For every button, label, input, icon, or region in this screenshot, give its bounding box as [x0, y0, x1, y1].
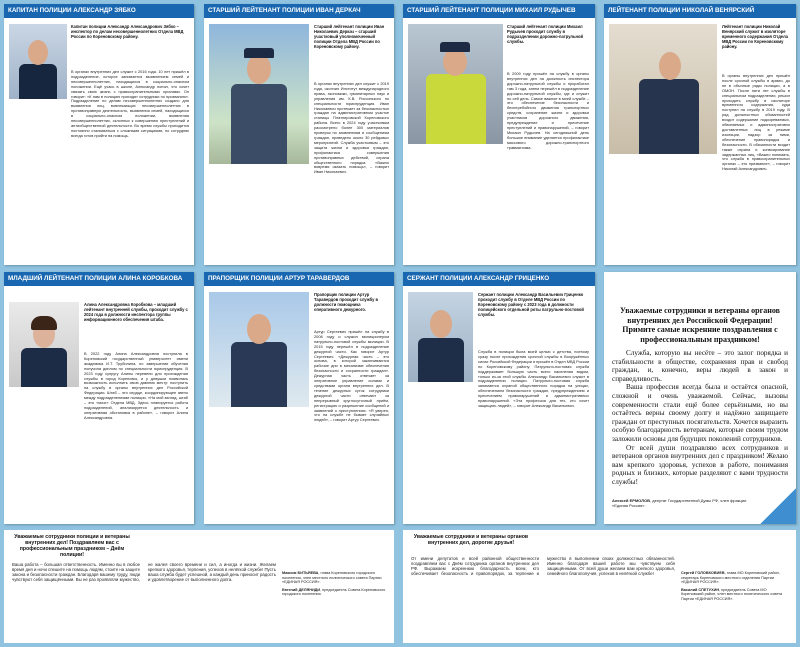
bottom-title: Уважаемые сотрудники полиции и ветераны внутренних дел! Поздравляем вас с профессиональным праздником – Днём полиции! — [14, 534, 130, 558]
card-text: В 2022 году Алина Александровна поступила в Кореновский государственный университет имени академика И.Т. Трубилина, по завершении обучения получила диплом по специальности юриспруденция. В 2023 году супругу Алины перевели для прохождения службы в город Кореновск, и у девушки появилась возможность исполнить свою давнюю мечту: поступить на службу в органы внутренних дел Российской Федерации. Штаб – это сердце, координирующее звено между подразделениями полиции. «На мой взгляд, штаб – это «мозг» Отдела МВД. Здесь планируется работа подразделений, анализируется деятельность и оперативная обстановка в районе», – говорит Алина Александровна. — [84, 352, 188, 420]
greeting-text-2: Ваша профессия всегда была и остаётся опасной, сложной и очень уважаемой. Сейчас, вызовы современности стали ещё более серьёзными, но вы остаётесь верны своему долгу и надёжно защищаете граждан от преступных посягательств. Хочется выразить особую благодарность ветеранам, которые своим трудом заложили основы для будущих поколений сотрудников. — [612, 383, 788, 443]
card-intro: Сержант полиции Александр Васильевич Гриценко проходит службу в Отделе МВД России по Кореновскому району с 2023 года в должности полицейского отдельной роты патрульно-постовой службы. — [478, 292, 584, 317]
card-header: ПРАПОРЩИК ПОЛИЦИИ АРТУР ТАРАВЕРДОВ — [204, 272, 394, 286]
bottom-signature-2 — [282, 588, 388, 597]
officer-photo — [609, 24, 717, 154]
card-header: СТАРШИЙ ЛЕЙТЕНАНТ ПОЛИЦИИ ИВАН ДЕРКАЧ — [204, 4, 394, 18]
signature-name: Алексей ЕРМОЛОВ — [612, 498, 651, 503]
card-intro: Алина Александровна Коробкова – младший лейтенант внутренней службы, проходит службу с 2024 года в должности инспектора группы информационного обеспечения штаба. — [84, 302, 188, 322]
bottom-signature-1 — [681, 571, 789, 585]
officer-card-gritsenko — [403, 272, 595, 524]
signature-name: Максим БИТЬЯЕВА — [282, 571, 319, 575]
bottom-signature-2 — [681, 588, 789, 602]
greeting-signature — [612, 498, 762, 508]
card-header: СТАРШИЙ ЛЕЙТЕНАНТ ПОЛИЦИИ МИХАИЛ РУДЫЧЕВ — [403, 4, 595, 18]
signature-role: , председатель Совета МО Кореновский район, член местного политического совета Партии «ЕДИНАЯ РОССИЯ». — [681, 587, 783, 601]
officer-card-venyarsky — [604, 4, 796, 265]
bottom-greeting-district — [403, 530, 796, 643]
officer-photo — [9, 302, 79, 387]
card-text: В органах внутренних дел служит с 2019 года, окончил Институт международного права, экономики, гуманитарных наук и управления им. К.В. Россинского по специальности юриспруденция. Иван Николаевич протекает за безопасностью граждан на административном участке станицы Платнировской Кореновского района. Всего в 2024 году участковым рассмотрено более 300 материалов проверок по заявлениям и сообщениям граждан, проведено около 30 рейдовых мероприятий. Служба участковым – это защита жизни и здоровья граждан, профилактика совершения противоправных действий, охрана общественного порядка. «Важно вовремя оказать помощь», – говорит Иван Николаевич. — [314, 82, 389, 175]
greeting-card-ermolov — [604, 272, 796, 524]
card-intro: Старший лейтенант полиции Иван Николаевич Деркач – старший участковый уполномоченный полиции Отдела МВД России по Кореновскому району. — [314, 24, 385, 49]
bottom-text: От имени депутатов и всей районной общественности поздравляем вас с Днём сотрудника органов внутренних дел РФ. Выражаем искреннюю благодарность всем, кто обеспечивает безопасность и правопорядок, за терпение и мужество в выполнении своих должностных обязанностей. Именно благодаря вашей работе мы чувствуем себя защищёнными. От всей души желаем вам крепкого здоровья, семейного благополучия, успехов в нелёгкой службе! — [411, 556, 675, 577]
card-intro: Капитан полиции Александр Александрович Зябко – инспектор по делам несовершеннолетних Отдела МВД России по Кореновскому району. — [71, 24, 184, 39]
signature-name: Евгений ДЕЛЯНИДИ — [282, 587, 321, 592]
card-header: МЛАДШИЙ ЛЕЙТЕНАНТ ПОЛИЦИИ АЛИНА КОРОБКОВА — [4, 272, 194, 286]
card-text: Служба в полиции была моей целью с детства, поэтому сразу после прохождения срочной службы в Вооружённых силах Российской Федерации я пришёл в Отдел МВД России по Кореновскому району. Патрульно-постовая служба поддерживает большую часть всего населения видом, только из-за этой службы Александр Васильевич служит в подразделении полиции. Патрульно-постовая служба занимается охраной общественного порядка на улицах, обеспечением безопасности граждан, предупреждением и пресечением правонарушений и административных правонарушений. «Эта профессия для тех, кто хочет защищать людей», – говорит Александр Васильевич. — [478, 350, 589, 408]
card-intro: Прапорщик полиции Артур Таравердов проходит службу в должности помощника оперативного дежурного. — [314, 292, 379, 312]
card-text: В 2009 году пришёл на службу в органы внутренних дел на должность инспектора дорожно-патрульной службы и проработал там 3 года, затем перешёл в подразделение дорожно-патрульной службы, где и служит по сей день. Самое важное в моей службе – это обеспечение безопасности и бесперебойного движения транспортных средств, сохранение жизни и здоровья участников дорожного движения, предупреждение и пресечение преступлений и правонарушений, – говорит Михаил Рудычев. На сегодняшний день большое внимание уделяется профилактике массового дорожно-транспортного травматизма. — [507, 72, 589, 150]
officer-card-derkach — [204, 4, 394, 265]
greeting-text-3: От всей души поздравляю всех сотрудников и ветеранов органов внутренних дел с праздником! Желаю вам крепкого здоровья, успехов в работе, понимания родных и близких, которые разделяют с вами трудности службы! — [612, 443, 788, 486]
officer-card-zyabko — [4, 4, 194, 265]
card-intro: Старший лейтенант полиции Михаил Рудычев проходит службу в подразделении дорожно-патрульной службы. — [507, 24, 584, 44]
card-header: СЕРЖАНТ ПОЛИЦИИ АЛЕКСАНДР ГРИЦЕНКО — [403, 272, 595, 286]
signature-name: Сергей ГОЛОВКОВИЕВ — [681, 571, 725, 575]
signature-name: Василий СПЕТУХИН — [681, 587, 720, 592]
bottom-greeting-city — [4, 530, 394, 643]
signature-role: , глава Кореновского городского поселения, член местного политического совета Партии «ЕДИНАЯ РОССИЯ». — [282, 571, 382, 585]
officer-photo — [209, 24, 309, 164]
greeting-title: Уважаемые сотрудники и ветераны органов внутренних дел Российской Федерации! Примите самые искренние поздравления с профессиональным праздником! — [619, 306, 780, 344]
officer-photo — [408, 292, 473, 382]
signature-role: , председатель Совета Кореновского городского поселения. — [282, 587, 386, 597]
card-text: Артур Сергеевич пришёл на службу в 2008 году и служил милиционером патрульно-постовой службы милиции. В 2015 году перешёл в подразделение дежурной части. Как говорит Артур Сергеевич: «Дежурная часть – это основа, в которой заканчиваются рабочие дни в механизме обеспечения безопасности и сохранности граждан». Дежурная часть отвечает за оперативное управление силами и средствами органа внутренних дел. В течение дежурных суток сотрудники дежурной части отвечают за непрерывный круглосуточный приём, регистрацию и разрешение сообщений и заявлений о преступлениях. «Я уверен, что на службе не бывает случайных людей», – говорит Артур Сергеевич. — [314, 330, 389, 423]
card-text: В органах внутренних дел служит с 2016 года. 10 лет пришёл в подразделение, которое занимается выявлением семей и несовершеннолетних, находящихся в социально-опасном положении. Ещё учась в школе, Александр понял, что хочет связать свою жизнь с правоохранительными органами. Он говорит: «К нам в полицию приходят сотрудники по призванию». Подразделение по делам несовершеннолетних создано для выявления лиц, вовлекающих несовершеннолетних в противоправную деятельность, выявления семей, находящихся в социально-опасном положении, выявления несовершеннолетних, склонных к совершению преступлений и антиобщественной деятельности. Во время службы приходится постоянно сталкиваться с сложными ситуациями, но сотрудник всегда готов прийти на помощь. — [71, 70, 189, 138]
officer-photo — [408, 24, 503, 144]
officer-card-rudychev — [403, 4, 595, 265]
card-intro: Лейтенант полиции Николай Венярский служит в изоляторе временного содержания Отдела МВД России по Кореновскому району. — [722, 24, 788, 49]
officer-card-taraverdov — [204, 272, 394, 524]
card-header: ЛЕЙТЕНАНТ ПОЛИЦИИ НИКОЛАЙ ВЕНЯРСКИЙ — [604, 4, 796, 18]
corner-stripe — [760, 488, 796, 524]
officer-card-korobkova — [4, 272, 194, 524]
officer-photo — [209, 292, 309, 407]
bottom-text: Ваша работа – большая ответственность. Именно вы в любое время дня и ночи спешите на помощь людям, стоите на защите закона и безопасности граждан. Благодаря вашему труду, люди чувствуют себя защищёнными. Вы не раз проявляли мужество, не жалея своего времени и сил, а иногда и жизни. Желаем крепкого здоровья, терпения, успехов в нелёгкой службе! Пусть ваша служба будет успешной, а каждый день приносит радость и удовлетворение от выполненного долга. — [12, 562, 276, 583]
card-header: КАПИТАН ПОЛИЦИИ АЛЕКСАНДР ЗЯБКО — [4, 4, 194, 18]
bottom-title: Уважаемые сотрудники и ветераны органов внутренних дел, дорогие друзья! — [413, 534, 529, 546]
bottom-signature-1 — [282, 571, 388, 585]
greeting-text-1: Служба, которую вы несёте – это залог порядка и стабильности в обществе, сохранения прав и свобод граждан, и, конечно, веры людей в закон и справедливость. — [612, 349, 788, 383]
card-text: В органы внутренних дел пришёл после срочной службы в армии, до не в обычные ряды полиции, а в ОМОН. После пяти лет службы в специальном подразделении, решил проходить службу в изоляторе временного содержания, куда поступил на службу в 2019 году. В ряд должностных обязанностей входит содержание подозреваемых, обвиняемых и административно доставленных лиц в режиме изоляции, надзор за ними, обеспечение правопорядка и безопасности. В обязанности входит также охрана и конвоирование задержанных лиц. «Важно понимать, что служба в правоохранительных органах – это призвание», – говорит Николай Александрович. — [722, 74, 790, 172]
signature-role: , депутат Государственной Думы РФ, член фракции «Единая Россия». — [612, 498, 747, 508]
signature-role: , глава МО Кореновский район, секретарь Кореновского местного отделения Партии «ЕДИНАЯ РОССИЯ». — [681, 571, 780, 585]
